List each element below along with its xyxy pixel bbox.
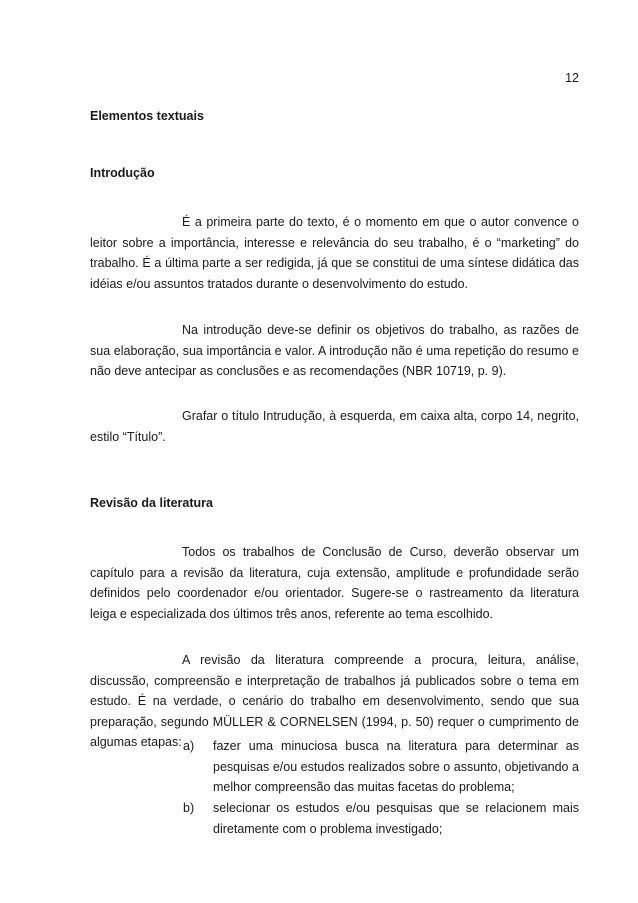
section-heading-elementos: Elementos textuais (90, 109, 204, 123)
intro-paragraph-1: É a primeira parte do texto, é o momento em que o autor convence o leitor sobre a importância, interesse e relevância do seu trabalho, é o “marketing” do trabalho. É a última parte a ser redigida, já que se constitui de uma síntese didática das idéias e/ou assuntos tratados durante o desenvolvimento do estudo. (90, 215, 579, 291)
list-item (183, 736, 579, 798)
intro-paragraph-2: Na introdução deve-se definir os objetivos do trabalho, as razões de sua elaboração, sua importância e valor. A introdução não é uma repetição do resumo e não deve antecipar as conclusões e as recomendações (NBR 10719, p. 9). (90, 323, 579, 378)
list-marker: a) (183, 739, 195, 753)
page-number: 12 (565, 71, 579, 85)
list-item-text: fazer uma minuciosa busca na literatura para determinar as pesquisas e/ou estudos realizados sobre o assunto, objetivando a melhor compreensão das muitas facetas do problema; (213, 739, 579, 794)
review-paragraph-2: A revisão da literatura compreende a procura, leitura, análise, discussão, compreensão e interpretação de trabalhos já publicados sobre o tema em estudo. É na verdade, o cenário do trabalho em desenvolvimento, sendo que sua preparação, segundo MÜLLER & CORNELSEN (1994, p. 50) requer o cumprimento de algumas etapas: (90, 653, 579, 749)
review-paragraph-1: Todos os trabalhos de Conclusão de Curso, deverão observar um capítulo para a revisão da literatura, cuja extensão, amplitude e profundidade serão definidos pelo coordenador e/ou orientador. Sugere-se o rastreamento da literatura leiga e especializada dos últimos três anos, referente ao tema escolhido. (90, 545, 579, 621)
list-item (183, 798, 579, 839)
intro-paragraph-3: Grafar o título Intrudução, à esquerda, em caixa alta, corpo 14, negrito, estilo “Título”. (90, 409, 579, 444)
section-heading-revisao: Revisão da literatura (90, 496, 213, 510)
list-marker: b) (183, 801, 195, 815)
list-item-text: selecionar os estudos e/ou pesquisas que se relacionem mais diretamente com o problema investigado; (213, 801, 579, 836)
section-heading-introducao: Introdução (90, 166, 155, 180)
